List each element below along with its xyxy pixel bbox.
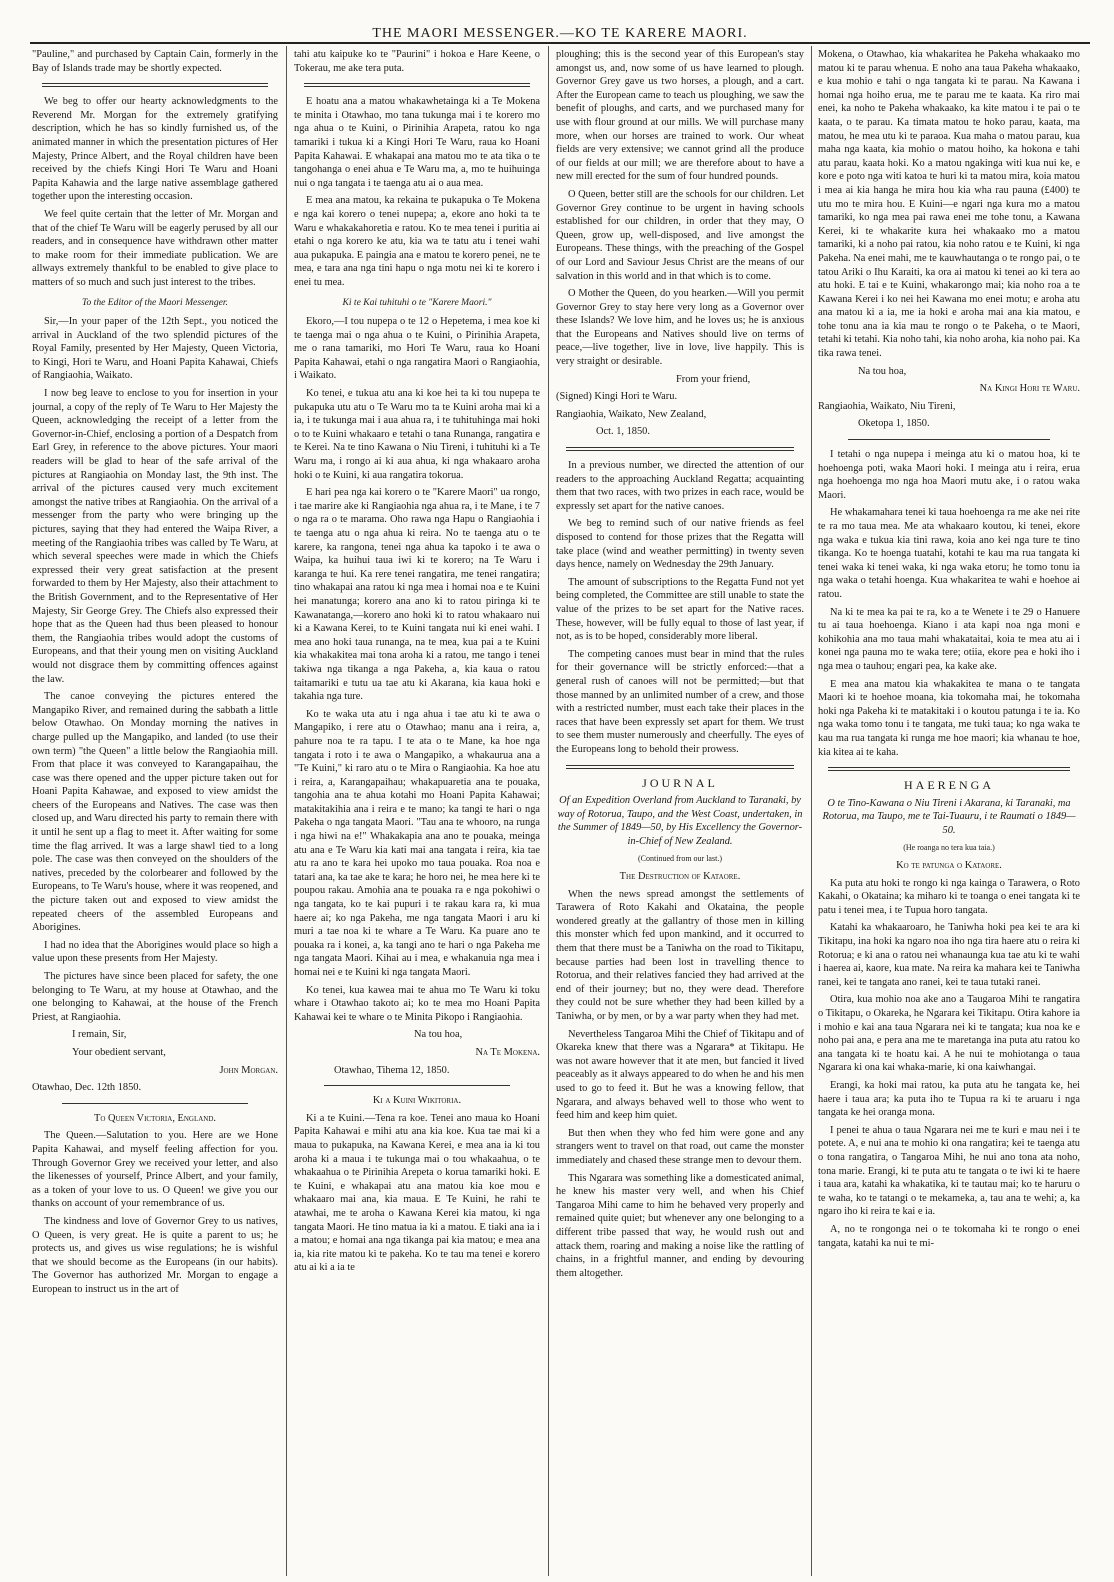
paragraph: He whakamahara tenei ki taua hoehoenga ra me ake nei rite te ra mo taua mea. Me ata whakaaro koutou, ki tenei, ekore nga waka e tukua kia tini rawa, koia ano kei nga ture te tino tikanga. Ko te hoenga tuatahi, kotahi te kau ma rua tangata ki tenei waka ki tenei waka, ki nga waka etoru; he tomo tonu ia nga waka o tetahi hoenga. Kua whakaritea te wahi e hoehoe ai ratou. [818, 507, 1080, 600]
signature-name: Na Kingi Hori te Waru. [979, 383, 1080, 395]
paragraph: Katahi ka whakaaroaro, he Taniwha hoki pea kei te ara ki Tikitapu, ina hoki ka ngaro noa iho nga tira haere atu o reira ki Rotorua; e ki ana o ratou nei whanaunga kua tae atu ki te wahi i haerea ai, kaore, kua mate. Na reira ka mahara kei te Taniwha ranei, kei te tangata ano ranei, kei te taua tutaki ranei. [818, 922, 1080, 988]
signature-name: Na Te Mokena. [475, 1046, 540, 1058]
signature-line: I remain, Sir, [72, 1029, 127, 1041]
signature-place: Rangiaohia, Waikato, New Zealand, [556, 408, 707, 420]
section-heading: To the Editor of the Maori Messenger. [82, 296, 228, 308]
paragraph: The amount of subscriptions to the Regatta Fund not yet being completed, the Committee are still unable to state the value of the prizes to be set apart for the Native races. These, however, will be fully equal to those of last year, if not, as is to be hoped, considerably more liberal. [556, 576, 804, 643]
paragraph: This Ngarara was something like a domesticated animal, he knew his master very well, and when his Chief Tangaroa Mihi came to him he behaved very properly and remained quite quiet; but whenever any one belonging to a different tribe passed that way, he would rush out and attack them, roaring and making a noise like the rattling of chains, in a frightful manner, and ending by devouring them altogether. [556, 1172, 804, 1279]
paragraph: E hoatu ana a matou whakawhetainga ki a Te Mokena te minita i Otawhao, mo tana tukunga mai i te korero mo nga ahua o te Kuini, o Pirinihia Arapeta, ratou ko nga tamariki i tukua ki a Kingi Hori Te Waru, raua ko Hoani Papita Kahawai. E whakapai ana matou mo te ata tika o te tangohanga o enei ahua e Te Waru ma, a, mo te huihuinga nui o nga tangata i te taenga atu ai o aua mea. [294, 96, 540, 189]
column-2 [294, 48, 540, 1576]
section-rule [42, 83, 268, 87]
section-rule [304, 83, 530, 87]
column-4 [818, 48, 1080, 1576]
paragraph: I tetahi o nga nupepa i meinga atu ki o matou hoa, ki te hoehoenga poti, waka Maori hoki. I meinga atu i reira, erua nga hoehoenga mo nga hoa Maori mutu ake, i o ratou waka Maori. [818, 449, 1080, 501]
paragraph: Erangi, ka hoki mai ratou, ka puta atu he tangata ke, hei haere i taua ara; ka puta iho te Tupua ra ki te aruaru i nga tangata ke hei oranga mona. [818, 1079, 1080, 1119]
paragraph: We feel quite certain that the letter of Mr. Morgan and that of the chief Te Waru will be eagerly perused by all our readers, and in consequence have withdrawn other matter to make room for their immediate publication. We are allways extremely thankful to be enabled to give place to matters of so much and such just interest to the tribes. [32, 208, 278, 288]
paragraph: The kindness and love of Governor Grey to us natives, O Queen, is very great. He is quite a parent to us; he protects us, and gives us wise regulations; he is wishful that we should become as the Europeans (in our habits). The Governor has authorized Mr. Morgan to engage a European to instruct us in the art of [32, 1215, 278, 1295]
paragraph: Ko tenei, e tukua atu ana ki koe hei ta ki tou nupepa te pukapuka utu atu o Te Waru mo ta te Kuini aroha mai ki a ia, i te tukunga mai i aua ahua ra, i te tuhituhinga mai hoki o to te Kuini whakaaro e tetahi o tana Runanga, rangatira e te Kerei. Na te tino Kawana o Niu Tireni, i tuhituhi ki a Te Waru ma, i rongo ai ki aua ahua, ki nga whakaaro aroha hoki o te Kuini, ki aua rangatira tokorua. [294, 388, 540, 481]
section-rule [324, 1085, 510, 1086]
signature-date: Oketopa 1, 1850. [858, 418, 930, 430]
column-1 [32, 48, 278, 1576]
column-divider [811, 46, 812, 1576]
signature-line: Na tou hoa, [414, 1029, 463, 1041]
haerenga-title: HAERENGA [904, 778, 994, 793]
paragraph: Otira, kua mohio noa ake ano a Taugaroa Mihi te rangatira o Tikitapu, o Okareka, he Ngarara kei Tikitapu. Otira kahore ia i mohio e kai ana taua Ngarara nei ki te tangata; kua noa ke e noho pai ana, e pera ana me te maretanga ina puta atu ratou ko ana tangata ki te hoatu kai. A he nui te mohiotanga o taua Ngarara ki ona kai whaka-marie, ki ona kaiwhangai. [818, 994, 1080, 1074]
signature-date: Otawhao, Dec. 12th 1850. [32, 1082, 142, 1094]
paragraph: Sir,—In your paper of the 12th Sept., you noticed the arrival in Auckland of the two splendid pictures of the Royal Family, presented by Her Majesty, Queen Victoria, to Kingi, Hori te Waru, and Hoani Papita Kahawai, Chiefs of Rangiaohia, Waikato. [32, 316, 278, 382]
continued-note: (He roanga no tera kua taia.) [903, 843, 995, 853]
paragraph: In a previous number, we directed the attention of our readers to the approaching Auckland Regatta; acquainting them that two races, with two prizes in each race, would be expressly set apart for the native canoes. [556, 460, 804, 512]
paragraph: E hari pea nga kai korero o te "Karere Maori" ua rongo, i tae marire ake ki Rangiaohia nga ahua ra, i te Mane, i te 7 o nga ra o te marama. Oho rawa nga Hapu o Rangiaohia i te taenga atu o nga ahua ki reira. No te taenga atu o te karere, ka rangona, tenei nga ahua ka tapoko i te awa o Waipa, ka huihui taua iwi ki te korero; na Te Waru i karanga te hui. Ka rere tenei rangatira, me tenei rangatira; tino whakapai ana ratou ki nga mea i homai noa e te Kuini hei manatunga; korero ana ano ki to ratou piringa ki te Kawanatanga,—korero ano hoki ki to ratou whakaaro nui ki a Kawana Kerei, to te Kuini tangata nui ki enei wahi. I mea ano hoki taua runanga, na te mea, kua pai a te Kuini kia whakakitea mai tona aroha ki a ratou, me tango i tenei takiwa nga tikanga a nga Pakeha, a, kia kaua o ratou taitamariki e tutu ua tae atu ki Akarana, kia kaua hoki e takahia nga ture. [294, 487, 540, 703]
section-heading: To Queen Victoria, England. [93, 1112, 217, 1124]
section-heading: The Destruction of Kataore. [619, 871, 741, 883]
signature-date: Oct. 1, 1850. [596, 426, 650, 438]
journal-title: JOURNAL [642, 775, 718, 790]
top-rule [30, 42, 1090, 44]
paragraph: Ko te waka uta atu i nga ahua i tae atu ki te awa o Mangapiko, i rere atu o Otawhao; manu ana i reira, a, pahure noa te ra tapu. I te ata o te Mane, ka hoe nga tangata i roto i te awa o Mangapiko, a whakaurua ana a "Te Kuini," ki raro atu o te Mira o Rangiaohia. Ka hoe atu i reira, a, Karangapaihau; whakapuaretia ana te pouaka, tangohia ana te ahua kotahi mo Hoani Papita Kahawai; matakitakihia ana i reira e te mano; ka tangi te hari o nga Pakeha o nga tangata Maori. "Tau ana te whooro, na runga i nga hiwi na e!" Whakakapia ana ano te pouaka, meinga atu ana e Te Waru kia kati mai ana tangata i reira, kia tae atu ra ano te kara hei upoko mo taua pouaka. Roa noa e tatari ana, ka tae ake te kara; he horo nei, he mea here ki te poupou rakau. Amohia ana te pouaka ra e nga pokohiwi o nga tangata, ko te kai pupuri i te rakau kara ra, ki mua haere ai; ko nga Pakeha, me nga tangata Maori i aru ki muri a tae noa ki te whare a Te Waru. Ka puare ano te pouaka ra i konei, a, ka tangi ano te hari o nga Pakeha me nga tangata Maori. Kihai au i mea, e whakanuia nga mea i homai nei e te Kuini ki nga tangata Maori. [294, 708, 540, 978]
section-heading: Ki te Kai tuhituhi o te "Karere Maori." [342, 296, 492, 308]
signature-place: Rangiaohia, Waikato, Niu Tireni, [818, 400, 956, 412]
paragraph: O Mother the Queen, do you hearken.—Will you permit Governor Grey to stay here very long as a Governor over these Islands? We love him, and he loves us; he is anxious that the Europeans and Natives should live on terms of peace,—live together, live in love, live happily. This is very straight or desirable. [556, 288, 804, 368]
paragraph: But then when they who fed him were gone and any strangers went to travel on that road, out came the monster immediately and chased these strange men to devour them. [556, 1127, 804, 1166]
paragraph: E mea ana matou, ka rekaina te pukapuka o Te Mokena e nga kai korero o tenei nupepa; a, ekore ano hoki ta te Waru e whakakahoretia e ratou. Ko te mea tenei i puritia ai etahi o nga korero ke atu, kia wa te tatu atu i tenei wahi aua pukapuka. E paingia ana e matou te korero penei, ne te mea, e tara ana nga tini hapu o nga motu nei ki te korero i enei tu mea. [294, 195, 540, 288]
signature-name: (Signed) Kingi Hori te Waru. [556, 391, 678, 403]
section-rule [848, 439, 1050, 440]
paragraph: The pictures have since been placed for safety, the one belonging to Te Waru, at my house at Otawhao, and the one belonging to Kahawai, at the house of the French Priest, at Rangiaohia. [32, 971, 278, 1023]
journal-subtitle: Of an Expedition Overland from Auckland to Taranaki, by way of Rotorua, Taupo, and the West Coast, undertaken, in the Summer of 1849—50, by His Excellency the Governor-in-Chief of New Zealand. [557, 795, 803, 847]
paragraph: O Queen, better still are the schools for our children. Let Governor Grey continue to be urgent in having schools established for our children, in order that they may, O Queen, grow up, well-disposed, and live amongst the Europeans. These things, with the preaching of the Gospel of our Lord and Saviour Jesus Christ are the means of our salvation in this world and in that which is to come. [556, 188, 804, 282]
paragraph: I penei te ahua o taua Ngarara nei me te kuri e mau nei i te potete. A, e nui ana te mohio ki ona rangatira; kei te taenga atu o tona rangatira, o Tangaroa Mihi, he nui ano tona ata noho, tona marie. Erangi, ki te puta atu te tangata o te iwi ki te haere i taua ara, katahi ka whakatika, ki te tautau mai; ko te haruru o te waha, ko te tatangi o te mekameka, a, tau ana te wehi; a, ka ngaro iho ki reira te kai e ia. [818, 1124, 1080, 1218]
paragraph: ploughing; this is the second year of this European's stay amongst us, and, now some of us have learned to plough. Governor Grey gave us two horses, a plough, and a cart. After the European came to teach us ploughing, we saw the benefit of ploughs, and carts, and we purchased many for use with flour ground at our mills. We will purchase many more, when our horses are trained to work. Our wheat fields are very extensive; we cannot grind all the produce of our fields at our mill; we are therefore about to have a new mill erected for the sum of four hundred pounds. [556, 49, 804, 183]
signature-line: Na tou hoa, [858, 365, 907, 377]
paragraph: E mea ana matou kia whakakitea te mana o te tangata Maori ki te hoehoe moana, kia tokomaha mai, he tokomaha hoki nga Pakeha ki te matakitaki i o koutou patunga i te ia. Ko nga waka tomo tonu i te tangata, me tuki taua; ko nga waka te kau ma rua tangata ki runga me hoe maori; kia whanau te hoe, kia kitea ai te kaha. [818, 678, 1080, 758]
section-heading: Ki a Kuini Wikitoria. [372, 1095, 462, 1107]
continued-note: (Continued from our last.) [638, 854, 722, 864]
column-divider [548, 46, 549, 1576]
section-heading: Ko te patunga o Kataore. [896, 860, 1002, 872]
paragraph: We beg to remind such of our native friends as feel disposed to contend for those prizes that the Regatta will take place (wind and weather permitting) in twenty seven days hence, namely on Wednesday the 29th January. [556, 518, 804, 571]
paragraph: Ko tenei, kua kawea mai te ahua mo Te Waru ki toku whare i Otawhao takoto ai; ko te mea mo Hoani Papita Kahawai kei te whare o te Minita Pikopo i Rangiaohia. [294, 984, 540, 1023]
section-rule [62, 1103, 248, 1104]
paragraph: I now beg leave to enclose to you for insertion in your journal, a copy of the reply of Te Waru to Her Majesty the Queen, acknowledging the receipt of a letter from the Governor-in-Chief, enclosing a portion of a Despatch from Earl Grey, in reference to the above pictures. Your maori readers will be glad to hear of the safe arrival of the pictures at Rangiaohia on Monday last, the 9th inst. The arrival of the pictures caused very much excitement amongst the native tribes at Rangiaohia. On the arrival of a messenger from the party who were bringing up the pictures, saying that they had entered the Waipa River, a meeting of the Rangiaohia tribes was called by Te Waru, at which several speeches were made in which the Chiefs expressed their very great satisfaction at the present forwarded to them by Her Majesty, also their attachment to the British Government, and to the Representative of Her Majesty, Sir George Grey. The Chiefs also expressed their hope that as the Queen had thus been pleased to honour them, the Rangiaohia tribes would adopt the customs of Europeans, and that their young men on visiting Auckland would not disgrace them by committing offences against the law. [32, 388, 278, 685]
paragraph: I had no idea that the Aborigines would place so high a value upon these presents from Her Majesty. [32, 939, 278, 965]
paragraph: The Queen.—Salutation to you. Here are we Hone Papita Kahawai, and myself feeling affection for you. Through Governor Grey we received your letter, and also the likenesses of yourself, Prince Albert, and your family, as a token of your love to us. O Queen! we give you our thanks on account of your remembrance of us. [32, 1130, 278, 1210]
paragraph: Nevertheless Tangaroa Mihi the Chief of Tikitapu and of Okareka knew that there was a Ngarara* at Tikitapu. He was not aware however that it ate men, but fancied it lived peaceably as it always appeared to do when he and his men used to go to feed it. But he was a knowing fellow, that Ngarara, and always behaved well to those who went to feed him and keep him quiet. [556, 1028, 804, 1122]
section-rule [828, 767, 1070, 771]
masthead: THE MAORI MESSENGER.—KO TE KARERE MAORI. [372, 26, 748, 41]
paragraph: "Pauline," and purchased by Captain Cain, formerly in the Bay of Islands trade may be shortly expected. [32, 49, 278, 74]
column-divider [286, 46, 287, 1576]
column-3 [556, 48, 804, 1576]
paragraph: Ki a te Kuini.—Tena ra koe. Tenei ano maua ko Hoani Papita Kahawai e mihi atu ana kia koe. Kua tae mai ki a maua to pukapuka, na Kawana Kerei, e mea ana ia ki tou aroha ki a maua i te tukunga mai o tou whakaahua, o te whakaahua o te Pirinihia Arepeta o korua tamariki hoki. E te Kuini, e whakapai atu ana matou kia koe mou e whakaaro mai ana, kia maua. E Te Kuini, he rahi te atawhai, me te aroha o Kawana Kerei kia matou, ki nga tangata Maori. He tino matua ia ki a matou. E tiaki ana ia i a matou; e homai ana nga tikanga pai kia matou; e mea ana ia, kia rite matou ki te pakeha. Ko te tau ma tenei e korero atu ai ki a ia te [294, 1112, 540, 1274]
paragraph: We beg to offer our hearty acknowledgments to the Reverend Mr. Morgan for the extremely gratifying description, which he has so kindly furnished us, of the animated manner in which the presentation pictures of Her Majesty, Prince Albert, and the Royal children have been received by the chiefs Kingi Hori Te Waru and Hoani Papita Kahawia and the large native assemblage gathered together upon the interesting occasion. [32, 96, 278, 203]
paragraph: The canoe conveying the pictures entered the Mangapiko River, and remained during the sabbath a little below Otawhao. On Monday morning the natives in charge pulled up the Mangapiko, and landed (to use their own term) "the Queen" a little below the Rangiaohia mill. From that place it was conveyed to Karangapaihau, the case was there opened and the upper picture taken out for Hoani Papita Kahawae, and exposed to view amidst the cheers of the Europeans and Natives. The case was then closed up, and Waru directed his party to remain there with it until he sent up a flag to meet it. After waiting for some time the flag arrived. It was a large shawl tied to a long pole. The case was then conveyed on the shoulders of the natives, preceded by the colorbearer and followed by the Europeans, to Te Waru's house, where it was reopened, and the picture taken out and exposed to view amidst the repeated cheers of the assembled Europeans and Aborigines. [32, 691, 278, 934]
signature-line: Your obedient servant, [72, 1046, 166, 1058]
haerenga-subtitle: O te Tino-Kawana o Niu Tireni i Akarana, ki Taranaki, ma Rotorua, ma Taupo, me te Tai-Tuauru, i te Raumati o 1849—50. [822, 797, 1076, 836]
paragraph: Na ki te mea ka pai te ra, ko a te Wenete i te 29 o Hanuere tu ai taua hoehoenga. Kiano i ata kapi noa nga moni e kohikohia ana mo taua mahi whakataitai, koia te mea atu ai i konei nga pauna mo te waka tere; otiia, ekore pea e hoki iho i nga mea o tauhou; engari pea, ka kake ake. [818, 606, 1080, 672]
signature-line: From your friend, [676, 373, 751, 385]
signature-date: Otawhao, Tihema 12, 1850. [334, 1064, 450, 1076]
paragraph: Ekoro,—I tou nupepa o te 12 o Hepetema, i mea koe ki te taenga mai o nga ahua o te Kuini, o Pirinihia Arapeta, me o rana tamariki, mo Hori Te Waru, raua ko Hoani Papita Kahawai, etahi o nga rangatira Maori o Rangiaohia, i Waikato. [294, 316, 540, 382]
section-rule [566, 765, 794, 769]
paragraph: Mokena, o Otawhao, kia whakaritea he Pakeha whakaako mo matou ki te parau whenua. E noho ana taua Pakeha whakaako, e kua mohio e tahi o nga tangata ki te parau. Na Kawana i homai nga hoiho erua, me te parau me te kaata. Ka riro mai enei, ka noho te Pakeha whakaako, ka kite matou i te pai o te kaata, o te parau. Ka timata matou te hoko parau, kaata, ma matou, he mea utu ki te paraoa. Kua maha o matou parau, kua maha nga kaata, kia mohio o matou hoiho, ka hokona e tahi atu parau, kaata hoki. Ko a matou ngakinga witi kua nui ke, e kore e poto nga witi katoa te huri ki ta matou mira, koia matou i mea ai kia hanga he mira hou kia wha rau pauna (£400) te utu mo te mira hou. E Kuini—e ngari nga kura mo a matou tamariki, ko nga mea pai rawa enei me tohe tonu, a Kawana Kerei, ki te whakarite kura hei whakaako mo a matou tamariki, ki a noho pai ratou, kia noho ratou e te Kuini, ki nga Pakeha. Na enei mahi, me te kauwhautanga o te rongo pai, o te tatou Ariki o Ihu Karaiti, ka ora ai matou ki tenei ao ki tera ao atu hoki. E tai e te Kuini, whakarongo mai; kia noho roa a te Kawana Kerei i ko nei hei Kawana mo enei motu; e aroha atu ana matou ki a ia, me ia hoki e aroha mai ana kia matou, e tohe tonu ana ia kia mau te rongo o te Pakeha, o te Maori, tetahi ki tetahi. Kia noho tahi, kia noho aroha, kia noho pai. Ka tika rawa tenei. [818, 49, 1080, 360]
signature-name: John Morgan. [219, 1064, 278, 1076]
paragraph: A, no te rongonga nei o te tokomaha ki te rongo o enei tangata, katahi ka nui te mi- [818, 1223, 1080, 1249]
paragraph: Ka puta atu hoki te rongo ki nga kainga o Tarawera, o Roto Kakahi, o Okataina; ka miharo ki te toanga o enei tangata ki te patu i tenei mea, i te Tupua horo tangata. [818, 877, 1080, 916]
paragraph: When the news spread amongst the settlements of Tarawera of Roto Kakahi and Okataina, the people wondered greatly at the gallantry of those men in killing this monster which fed upon mankind, and it occurred to them that there must be a Taniwha on the road to Tikitapu, because parties had been lost in travelling thence to Rotorua, and their relatives fancied they had arrived at the end of their journey; but no, they were dead. Therefore they could not be sure whether they had been killed by a Taniwha, or by men, or by a war party when they had met. [556, 888, 804, 1022]
paragraph: The competing canoes must bear in mind that the rules for their governance will be strictly enforced:—that a general rush of canoes will not be permitted;—but that those manned by an unlimited number of a crew, and those with a restricted number, must each take their places in the races that have been expressly set apart for them. We trust to see them muster numerously and cheerfully. The eyes of the Europeans long to behold their prowess. [556, 648, 804, 755]
section-rule [566, 447, 794, 451]
paragraph: tahi atu kaipuke ko te "Paurini" i hokoa e Hare Keene, o Tokerau, me ake tera puta. [294, 49, 540, 74]
